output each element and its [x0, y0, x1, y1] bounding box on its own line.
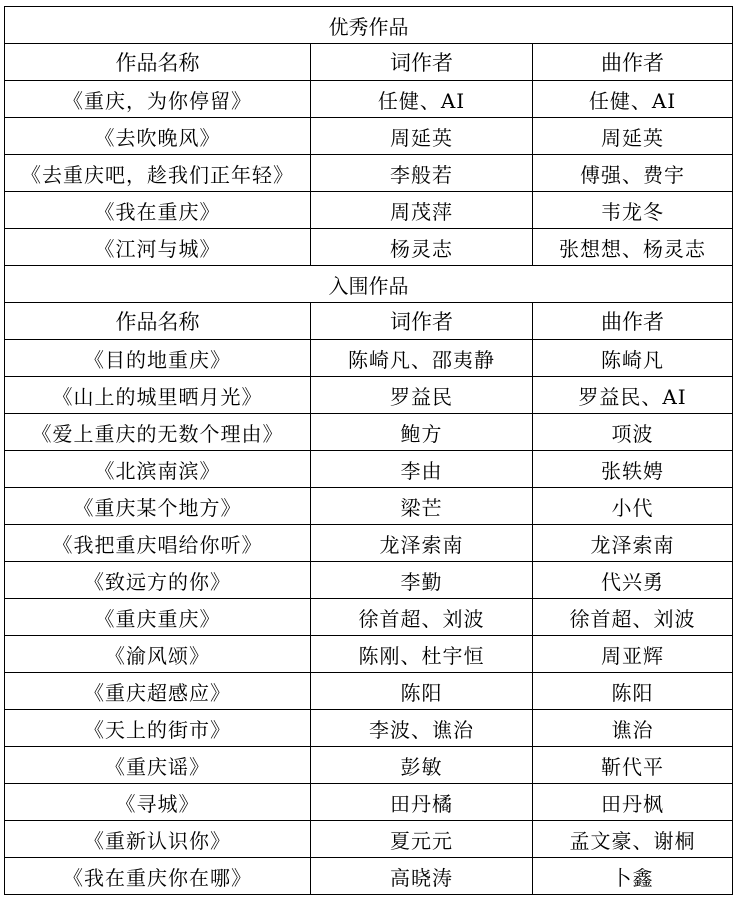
composer-cell: 项波 [533, 414, 733, 451]
composer-cell: 徐首超、刘波 [533, 599, 733, 636]
lyricist-cell: 周茂萍 [311, 192, 533, 229]
table-row [5, 377, 733, 414]
table-row [5, 451, 733, 488]
lyricist-cell: 周延英 [311, 118, 533, 155]
work-name-cell: 《我在重庆你在哪》 [5, 858, 311, 895]
lyricist-cell: 彭敏 [311, 747, 533, 784]
composer-cell: 陈阳 [533, 673, 733, 710]
lyricist-cell: 陈刚、杜宇恒 [311, 636, 533, 673]
composer-cell: 卜鑫 [533, 858, 733, 895]
lyricist-cell: 鲍方 [311, 414, 533, 451]
work-name-cell: 《重庆某个地方》 [5, 488, 311, 525]
work-name-cell: 《北滨南滨》 [5, 451, 311, 488]
lyricist-cell: 龙泽索南 [311, 525, 533, 562]
composer-cell: 周延英 [533, 118, 733, 155]
header-lyricist: 词作者 [311, 303, 533, 340]
table-row [5, 858, 733, 895]
header-work-name: 作品名称 [5, 303, 311, 340]
table-row [5, 784, 733, 821]
composer-cell: 韦龙冬 [533, 192, 733, 229]
lyricist-cell: 陈崎凡、邵夷静 [311, 340, 533, 377]
composer-cell: 傅强、费宇 [533, 155, 733, 192]
lyricist-cell: 任健、AI [311, 81, 533, 118]
lyricist-cell: 高晓涛 [311, 858, 533, 895]
table-row [5, 81, 733, 118]
work-name-cell: 《我在重庆》 [5, 192, 311, 229]
table-row [5, 118, 733, 155]
composer-cell: 靳代平 [533, 747, 733, 784]
table-row [5, 488, 733, 525]
composer-cell: 代兴勇 [533, 562, 733, 599]
table-row [5, 673, 733, 710]
composer-cell: 小代 [533, 488, 733, 525]
work-name-cell: 《渝风颂》 [5, 636, 311, 673]
work-name-cell: 《重庆超感应》 [5, 673, 311, 710]
work-name-cell: 《目的地重庆》 [5, 340, 311, 377]
table-row [5, 340, 733, 377]
lyricist-cell: 夏元元 [311, 821, 533, 858]
header-composer: 曲作者 [533, 303, 733, 340]
composer-cell: 田丹枫 [533, 784, 733, 821]
work-name-cell: 《爱上重庆的无数个理由》 [5, 414, 311, 451]
work-name-cell: 《寻城》 [5, 784, 311, 821]
table-row [5, 636, 733, 673]
lyricist-cell: 陈阳 [311, 673, 533, 710]
lyricist-cell: 李由 [311, 451, 533, 488]
section-title: 优秀作品 [5, 7, 733, 44]
lyricist-cell: 罗益民 [311, 377, 533, 414]
table-row [5, 229, 733, 266]
composer-cell: 陈崎凡 [533, 340, 733, 377]
work-name-cell: 《重庆，为你停留》 [5, 81, 311, 118]
table-row [5, 192, 733, 229]
lyricist-cell: 李勤 [311, 562, 533, 599]
awards-table-body [5, 7, 733, 895]
composer-cell: 谯治 [533, 710, 733, 747]
table-row [5, 710, 733, 747]
composer-cell: 周亚辉 [533, 636, 733, 673]
composer-cell: 龙泽索南 [533, 525, 733, 562]
work-name-cell: 《山上的城里晒月光》 [5, 377, 311, 414]
section-title: 入围作品 [5, 266, 733, 303]
section-title-row [5, 266, 733, 303]
lyricist-cell: 田丹橘 [311, 784, 533, 821]
lyricist-cell: 李般若 [311, 155, 533, 192]
work-name-cell: 《致远方的你》 [5, 562, 311, 599]
header-lyricist: 词作者 [311, 44, 533, 81]
awards-table [4, 6, 733, 895]
table-row [5, 599, 733, 636]
composer-cell: 张轶娉 [533, 451, 733, 488]
composer-cell: 任健、AI [533, 81, 733, 118]
table-row [5, 821, 733, 858]
section-title-row [5, 7, 733, 44]
work-name-cell: 《重庆重庆》 [5, 599, 311, 636]
table-row [5, 414, 733, 451]
table-row [5, 525, 733, 562]
composer-cell: 张想想、杨灵志 [533, 229, 733, 266]
lyricist-cell: 徐首超、刘波 [311, 599, 533, 636]
lyricist-cell: 李波、谯治 [311, 710, 533, 747]
work-name-cell: 《我把重庆唱给你听》 [5, 525, 311, 562]
table-row [5, 155, 733, 192]
work-name-cell: 《去吹晚风》 [5, 118, 311, 155]
lyricist-cell: 杨灵志 [311, 229, 533, 266]
work-name-cell: 《去重庆吧，趁我们正年轻》 [5, 155, 311, 192]
column-header-row [5, 303, 733, 340]
table-row [5, 562, 733, 599]
work-name-cell: 《天上的街市》 [5, 710, 311, 747]
work-name-cell: 《江河与城》 [5, 229, 311, 266]
work-name-cell: 《重庆谣》 [5, 747, 311, 784]
table-row [5, 747, 733, 784]
header-composer: 曲作者 [533, 44, 733, 81]
composer-cell: 罗益民、AI [533, 377, 733, 414]
lyricist-cell: 梁芒 [311, 488, 533, 525]
work-name-cell: 《重新认识你》 [5, 821, 311, 858]
composer-cell: 孟文豪、谢桐 [533, 821, 733, 858]
column-header-row [5, 44, 733, 81]
header-work-name: 作品名称 [5, 44, 311, 81]
